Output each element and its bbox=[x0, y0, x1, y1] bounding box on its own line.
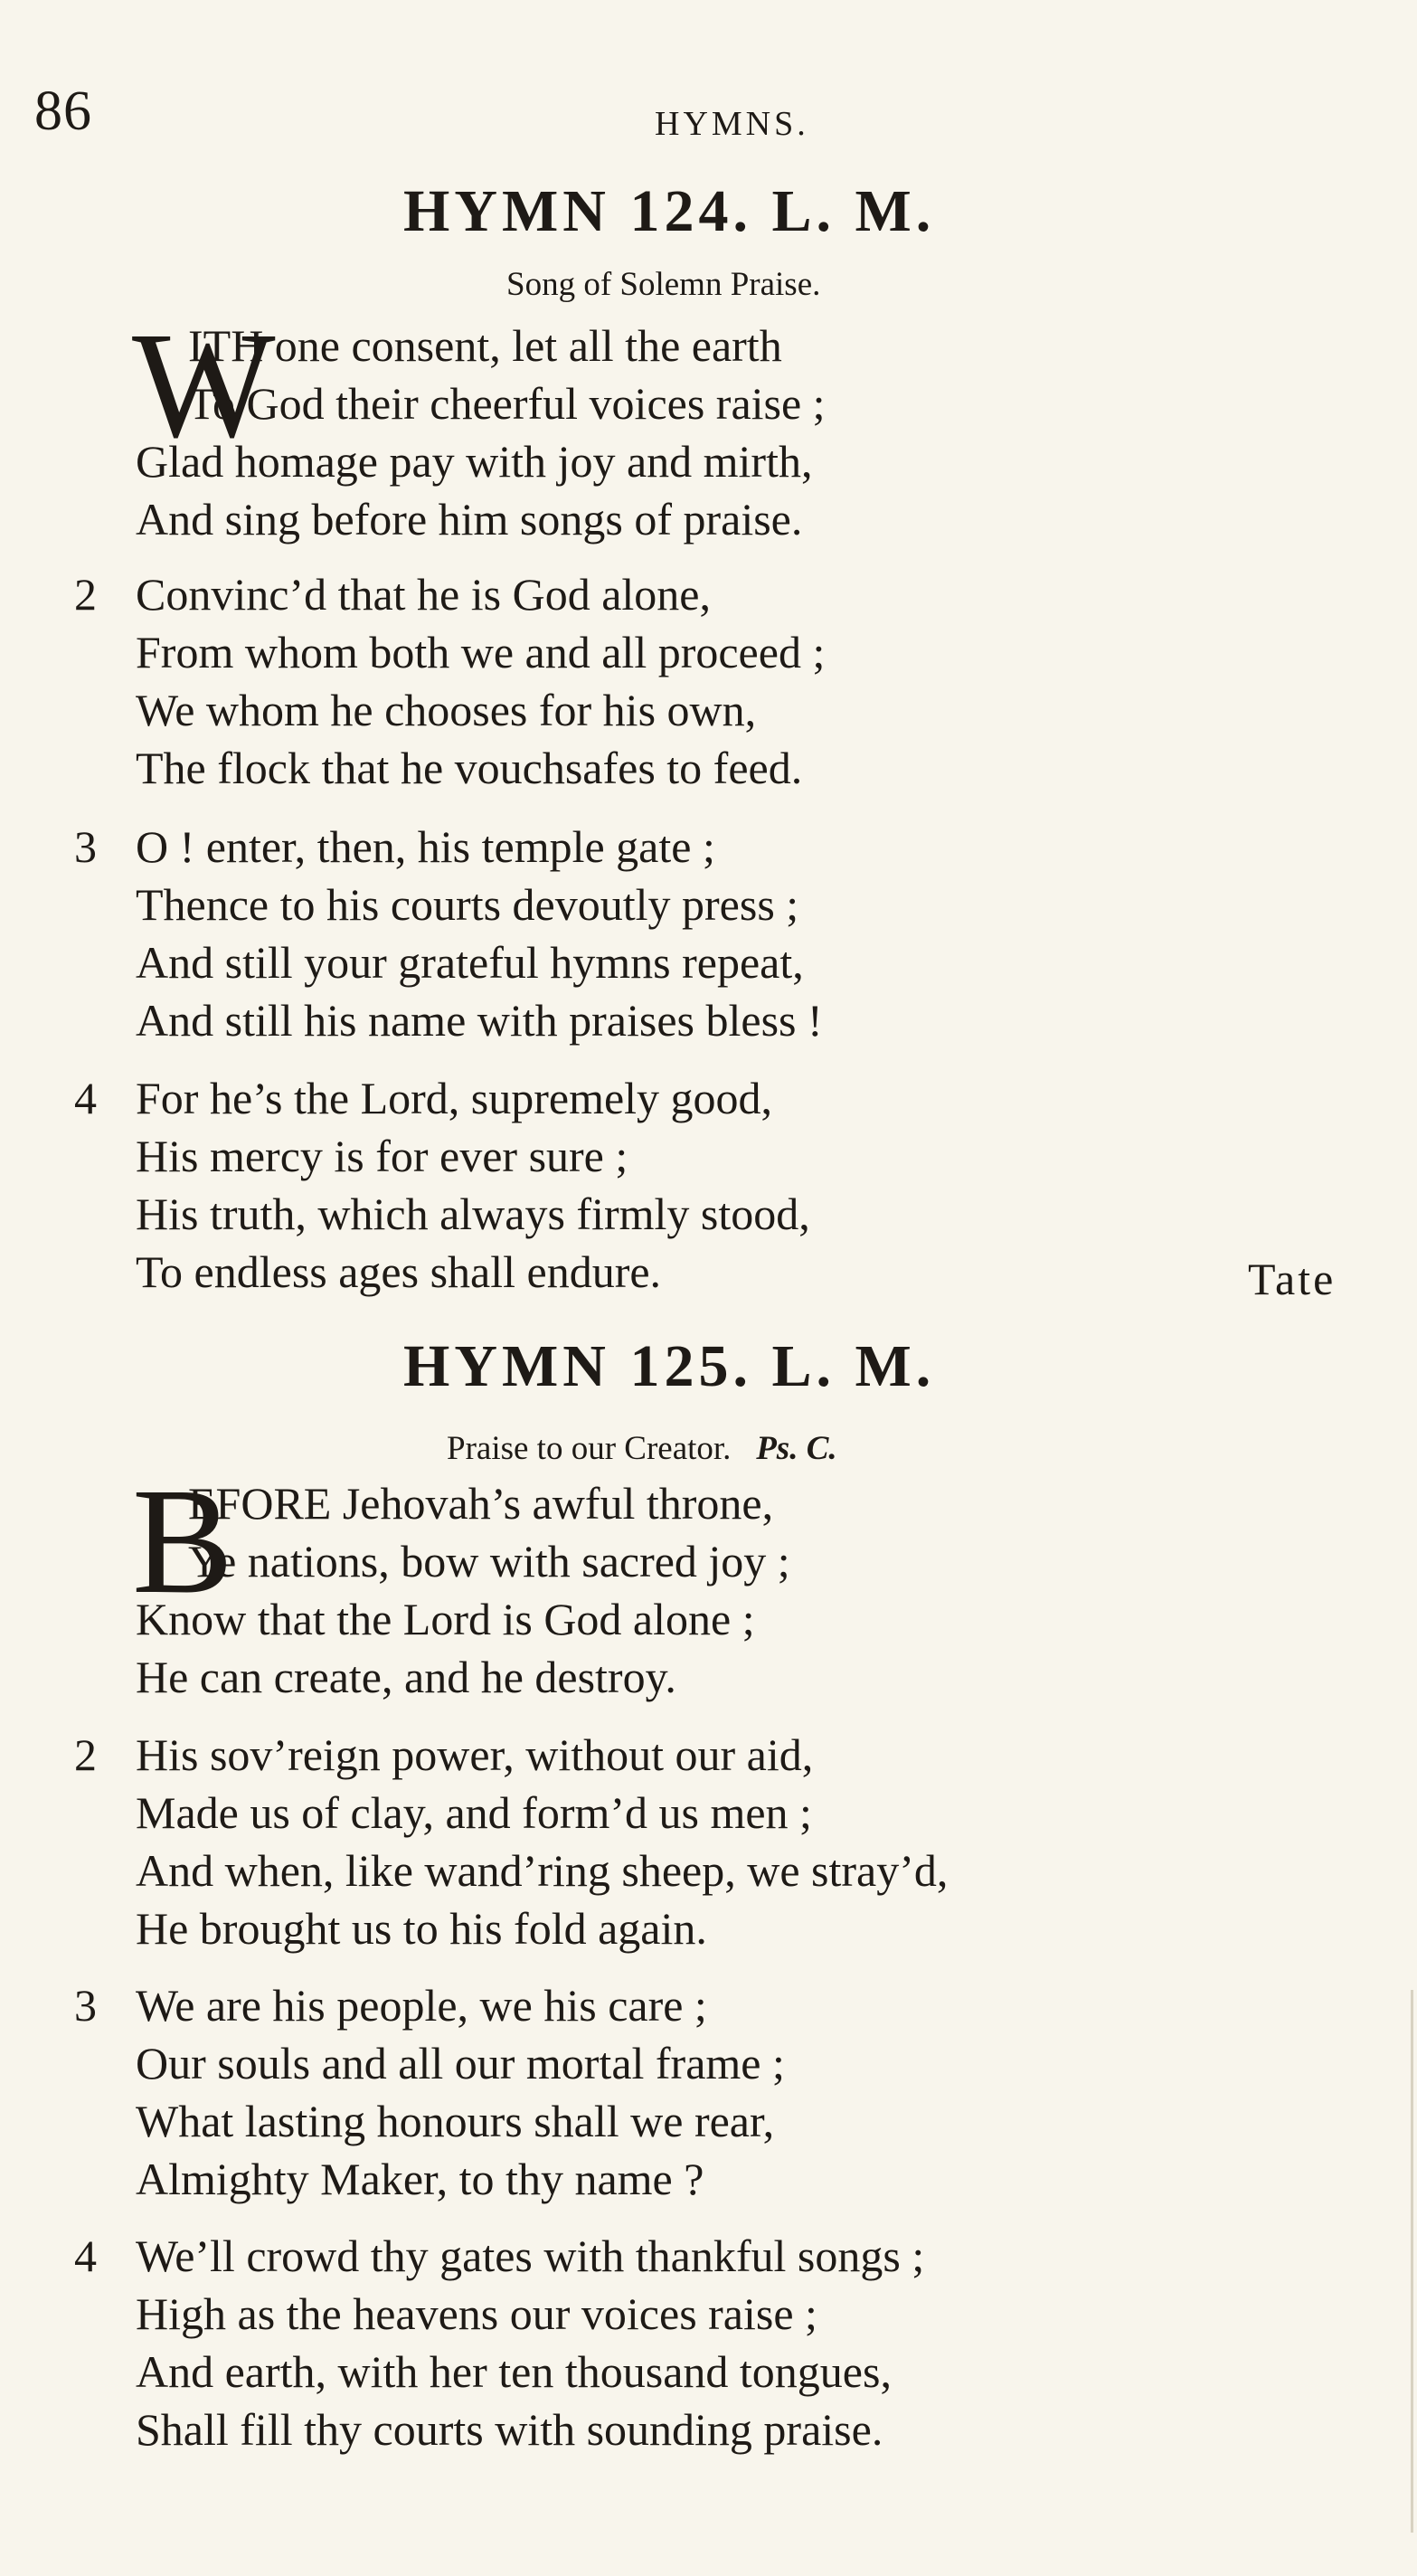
hymn-124-verse-3 bbox=[0, 818, 1417, 1049]
verse-line: And still his name with praises bless ! bbox=[136, 995, 823, 1046]
verse-number: 3 bbox=[74, 1980, 97, 2031]
verse-line: And when, like wand’ring sheep, we stray’d, bbox=[136, 1845, 949, 1896]
hymn-125-verse-4 bbox=[0, 2227, 1417, 2458]
hymn-125-title: HYMN 125. L. M. bbox=[403, 1333, 936, 1399]
hymn-125-subtitle bbox=[447, 1429, 837, 1468]
running-head: HYMNS. bbox=[655, 105, 809, 143]
verse-line: Almighty Maker, to thy name ? bbox=[136, 2154, 704, 2204]
verse-line: His truth, which always firmly stood, bbox=[136, 1189, 810, 1239]
verse-line: His mercy is for ever sure ; bbox=[136, 1131, 628, 1181]
page-number: 86 bbox=[34, 80, 92, 142]
hymn-125-verse-3 bbox=[0, 1976, 1417, 2208]
verse-number: 2 bbox=[74, 1729, 97, 1780]
hymn-125-subtitle-text: Praise to our Creator. bbox=[447, 1430, 732, 1467]
hymn-124-verse-2 bbox=[0, 565, 1417, 797]
verse-line: For he’s the Lord, supremely good, bbox=[136, 1073, 773, 1123]
hymn-125-verse-2 bbox=[0, 1726, 1417, 1957]
verse-line: EFORE Jehovah’s awful throne, bbox=[188, 1478, 774, 1529]
verse-line: Ye nations, bow with sacred joy ; bbox=[188, 1536, 790, 1586]
hymn-124-author: Tate bbox=[1248, 1254, 1337, 1304]
verse-line: His sov’reign power, without our aid, bbox=[136, 1729, 814, 1780]
verse-line: He can create, and he destroy. bbox=[136, 1652, 676, 1702]
verse-line: From whom both we and all proceed ; bbox=[136, 627, 826, 677]
hymn-124-drop-cap: W bbox=[132, 301, 276, 469]
hymn-124-verse-1 bbox=[0, 317, 1417, 548]
verse-line: We’ll crowd thy gates with thankful songs ; bbox=[136, 2230, 925, 2281]
hymn-125-verse-1 bbox=[0, 1474, 1417, 1706]
verse-line: Shall fill thy courts with sounding praise. bbox=[136, 2404, 883, 2455]
verse-line: Convinc’d that he is God alone, bbox=[136, 569, 711, 620]
verse-line: Thence to his courts devoutly press ; bbox=[136, 879, 799, 930]
verse-line: And sing before him songs of praise. bbox=[136, 494, 803, 545]
verse-line: Know that the Lord is God alone ; bbox=[136, 1594, 755, 1644]
verse-line: ITH one consent, let all the earth bbox=[188, 320, 782, 371]
verse-line: We whom he chooses for his own, bbox=[136, 685, 757, 735]
verse-line: High as the heavens our voices raise ; bbox=[136, 2288, 817, 2339]
hymn-124-subtitle: Song of Solemn Praise. bbox=[506, 266, 821, 303]
verse-line: He brought us to his fold again. bbox=[136, 1903, 707, 1954]
hymn-125-drop-cap: B bbox=[132, 1457, 234, 1625]
verse-line: Our souls and all our mortal frame ; bbox=[136, 2038, 785, 2088]
verse-number: 4 bbox=[74, 2230, 97, 2281]
verse-line: To God their cheerful voices raise ; bbox=[188, 378, 826, 429]
hymn-124-verse-4 bbox=[0, 1069, 1417, 1301]
verse-line: We are his people, we his care ; bbox=[136, 1980, 707, 2031]
verse-line: Made us of clay, and form’d us men ; bbox=[136, 1787, 812, 1838]
hymn-124-title: HYMN 124. L. M. bbox=[403, 178, 936, 244]
page-edge-shadow bbox=[1411, 1990, 1413, 2533]
verse-number: 3 bbox=[74, 821, 97, 872]
verse-line: O ! enter, then, his temple gate ; bbox=[136, 821, 715, 872]
verse-line: Glad homage pay with joy and mirth, bbox=[136, 436, 813, 487]
verse-line: And earth, with her ten thousand tongues, bbox=[136, 2346, 892, 2397]
verse-line: The flock that he vouchsafes to feed. bbox=[136, 743, 803, 793]
verse-number: 2 bbox=[74, 569, 97, 620]
hymn-125-scripture-ref: Ps. C. bbox=[756, 1430, 837, 1467]
verse-number: 4 bbox=[74, 1073, 97, 1123]
verse-line: What lasting honours shall we rear, bbox=[136, 2096, 775, 2146]
verse-line: To endless ages shall endure. bbox=[136, 1246, 662, 1297]
verse-line: And still your grateful hymns repeat, bbox=[136, 937, 804, 988]
